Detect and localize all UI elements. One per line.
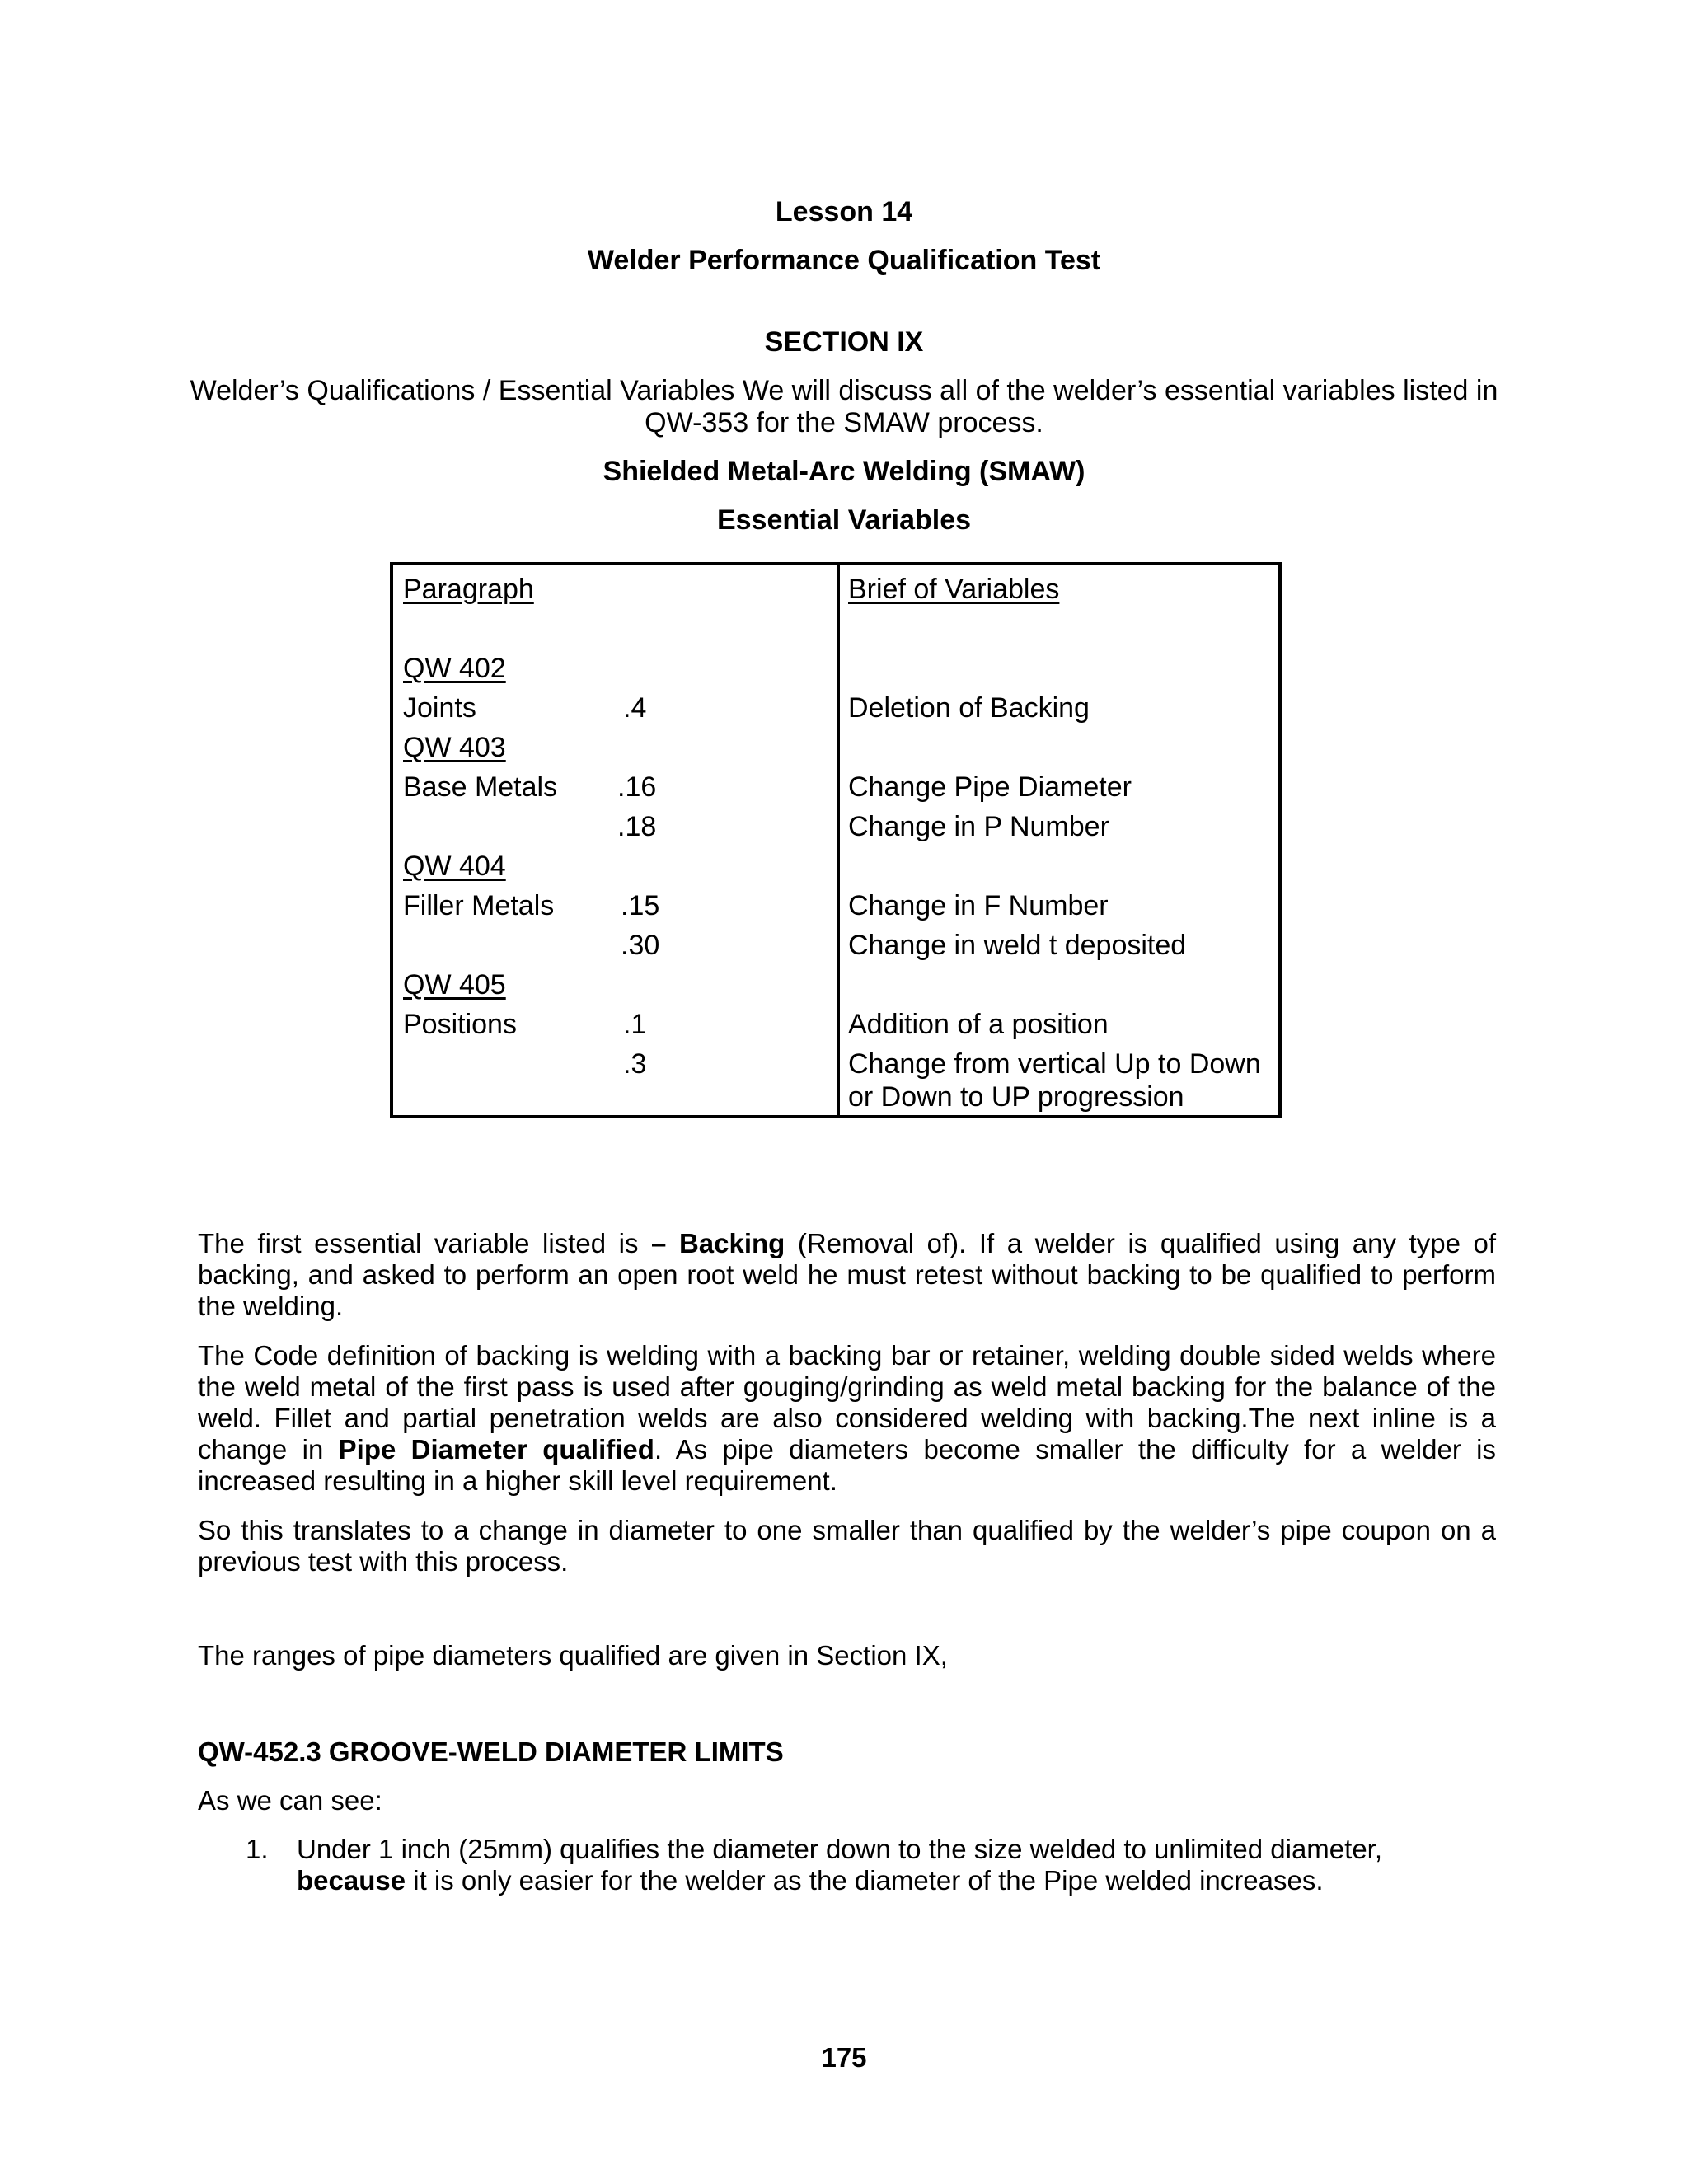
paragraph-backing: The first essential variable listed is – Backing (Removal of). If a welder is qualified using any type of backing, and asked to perform an open root weld he must retest without backing to be qualified to perform the welding. — [198, 1228, 1496, 1321]
row-num-base-18: .18 — [617, 811, 657, 842]
paragraph-qw402: QW 402 — [403, 653, 506, 684]
table-column-divider — [837, 565, 840, 1115]
row-label-filler-metals: Filler Metals — [403, 890, 555, 921]
paragraph-qw405: QW 405 — [403, 969, 506, 1001]
row-desc-positions-3-line2: or Down to UP progression — [848, 1081, 1184, 1113]
row-label-joints: Joints — [403, 692, 476, 724]
row-desc-filler-15: Change in F Number — [848, 890, 1109, 921]
table-title: Essential Variables — [716, 504, 972, 536]
essential-variables-table — [390, 562, 1282, 1118]
intro-line-1: Welder’s Qualifications / Essential Variables We will discuss all of the welder’s essential variables listed in — [190, 375, 1498, 406]
row-desc-base-16: Change Pipe Diameter — [848, 771, 1132, 803]
row-num-positions-1: .1 — [623, 1009, 647, 1040]
lesson-title: Lesson 14 — [775, 196, 913, 227]
paragraph-ranges: The ranges of pipe diameters qualified are given in Section IX, — [198, 1640, 948, 1671]
section-heading: SECTION IX — [764, 326, 924, 358]
emphasis-because: because — [297, 1865, 406, 1896]
row-desc-positions-3-line1: Change from vertical Up to Down — [848, 1048, 1261, 1080]
paragraph-translation: So this translates to a change in diameter to one smaller than qualified by the welder’s pipe coupon on a previous test with this process. — [198, 1515, 1496, 1577]
intro-line-2: QW-353 for the SMAW process. — [645, 407, 1043, 438]
paragraph-qw404: QW 404 — [403, 851, 506, 882]
paragraph-qw403: QW 403 — [403, 732, 506, 763]
page-number: 175 — [821, 2042, 867, 2073]
row-num-filler-15: .15 — [621, 890, 660, 921]
list-item-text: Under 1 inch (25mm) qualifies the diameter down to the size welded to unlimited diameter, because it is only easier for the welder as the diameter of the Pipe welded increases. — [297, 1834, 1383, 1896]
row-num-base-16: .16 — [617, 771, 657, 803]
row-desc-base-18: Change in P Number — [848, 811, 1109, 842]
row-desc-filler-30: Change in weld t deposited — [848, 930, 1187, 961]
lesson-subtitle: Welder Performance Qualification Test — [587, 245, 1101, 276]
row-label-base-metals: Base Metals — [403, 771, 558, 803]
emphasis-backing: – Backing — [651, 1228, 785, 1258]
heading-groove-weld-limits: QW-452.3 GROOVE-WELD DIAMETER LIMITS — [198, 1736, 784, 1767]
row-num-filler-30: .30 — [621, 930, 660, 961]
list-item-number: 1. — [246, 1834, 269, 1864]
process-heading: Shielded Metal-Arc Welding (SMAW) — [603, 456, 1085, 487]
paragraph-code-definition: The Code definition of backing is welding with a backing bar or retainer, welding double sided welds where the weld metal of the first pass is used after gouging/grinding as weld metal backing for the balance of the weld. Fillet and partial penetration welds are also considered welding with backing.The next inline is a change in Pipe Diameter qualified. As pipe diameters become smaller the difficulty for a welder is increased resulting in a higher skill level requirement. — [198, 1340, 1496, 1496]
col-header-paragraph: Paragraph — [403, 574, 534, 605]
row-desc-joints: Deletion of Backing — [848, 692, 1090, 724]
row-label-positions: Positions — [403, 1009, 517, 1040]
emphasis-pipe-diameter: Pipe Diameter qualified — [338, 1434, 654, 1465]
row-desc-positions-1: Addition of a position — [848, 1009, 1109, 1040]
paragraph-as-we-can-see: As we can see: — [198, 1785, 382, 1816]
row-num-joints: .4 — [623, 692, 647, 724]
col-header-brief: Brief of Variables — [848, 574, 1060, 605]
row-num-positions-3: .3 — [623, 1048, 647, 1080]
